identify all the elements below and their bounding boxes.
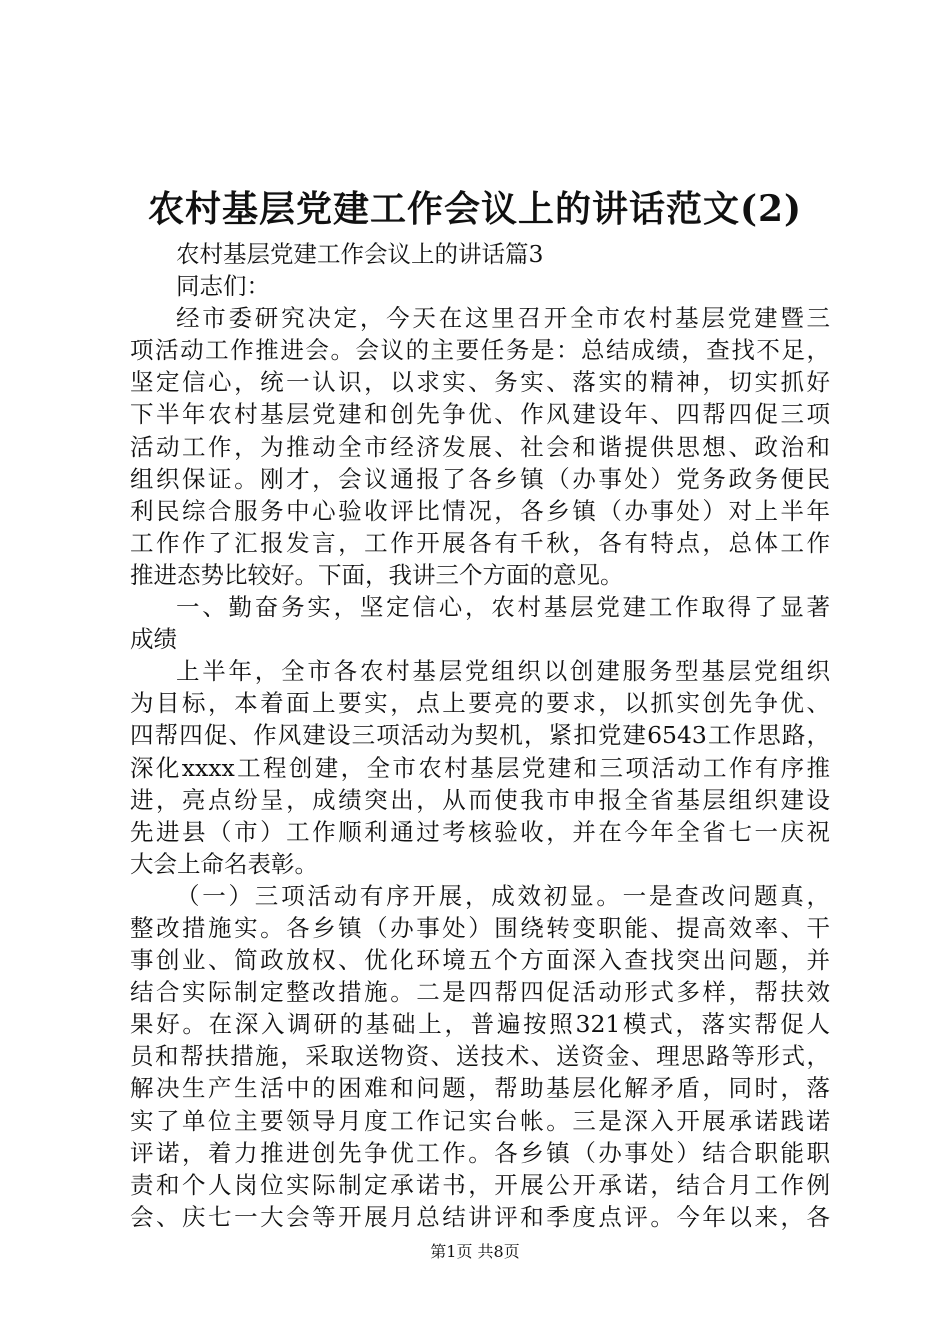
page-footer: 第1页 共8页 [430,1242,520,1261]
text-line: 先进县（市）工作顺利通过考核验收，并在今年全省七一庆祝 [130,817,830,846]
text-line: 组织保证。刚才，会议通报了各乡镇（办事处）党务政务便民 [130,464,830,493]
text-line: 一、勤奋务实，坚定信心，农村基层党建工作取得了显著 [176,593,830,622]
text-line: 同志们： [176,272,270,301]
text-line: 为目标，本着面上要实，点上要亮的要求，以抓实创先争优、 [130,689,830,718]
text-line: 整改措施实。各乡镇（办事处）围绕转变职能、提高效率、干 [130,913,830,942]
text-line: 成绩 [130,625,177,654]
text-line: 实了单位主要领导月度工作记实台帐。三是深入开展承诺践诺 [130,1106,830,1135]
text-line: 进，亮点纷呈，成绩突出，从而使我市申报全省基层组织建设 [130,785,830,814]
document-body [130,238,830,1233]
text-line: 责和个人岗位实际制定承诺书，开展公开承诺，结合月工作例 [130,1170,830,1199]
text-line: 经市委研究决定，今天在这里召开全市农村基层党建暨三 [176,304,830,333]
text-line: 解决生产生活中的困难和问题，帮助基层化解矛盾，同时，落 [130,1074,830,1103]
text-line: 大会上命名表彰。 [130,849,318,878]
text-line: 上半年，全市各农村基层党组织以创建服务型基层党组织 [176,657,830,686]
text-line: 会、庆七一大会等开展月总结讲评和季度点评。今年以来，各 [130,1202,830,1231]
text-line: 四帮四促、作风建设三项活动为契机，紧扣党建6543工作思路， [130,721,830,750]
text-line: 员和帮扶措施，采取送物资、送技术、送资金、理思路等形式， [130,1042,830,1071]
text-line: 果好。在深入调研的基础上，普遍按照321模式，落实帮促人 [130,1010,830,1039]
text-line: 深化xxxx工程创建，全市农村基层党建和三项活动工作有序推 [130,753,830,782]
document-title: 农村基层党建工作会议上的讲话范文(2) [147,188,803,230]
text-line: 工作作了汇报发言，工作开展各有千秋，各有特点，总体工作 [130,528,830,557]
text-line: 坚定信心，统一认识，以求实、务实、落实的精神，切实抓好 [130,368,830,397]
text-line: 下半年农村基层党建和创先争优、作风建设年、四帮四促三项 [130,400,830,429]
text-line: 推进态势比较好。下面，我讲三个方面的意见。 [130,560,624,589]
text-line: 结合实际制定整改措施。二是四帮四促活动形式多样，帮扶效 [130,978,830,1007]
text-line: 项活动工作推进会。会议的主要任务是：总结成绩，查找不足， [130,336,830,365]
text-line: 农村基层党建工作会议上的讲话篇3 [176,240,544,268]
text-line: 活动工作，为推动全市经济发展、社会和谐提供思想、政治和 [130,432,830,461]
text-line: 评诺，着力推进创先争优工作。各乡镇（办事处）结合职能职 [130,1138,830,1167]
text-line: 利民综合服务中心验收评比情况，各乡镇（办事处）对上半年 [130,496,830,525]
text-line: （一）三项活动有序开展，成效初显。一是查改问题真， [176,881,830,910]
text-line: 事创业、简政放权、优化环境五个方面深入查找突出问题，并 [130,946,830,975]
